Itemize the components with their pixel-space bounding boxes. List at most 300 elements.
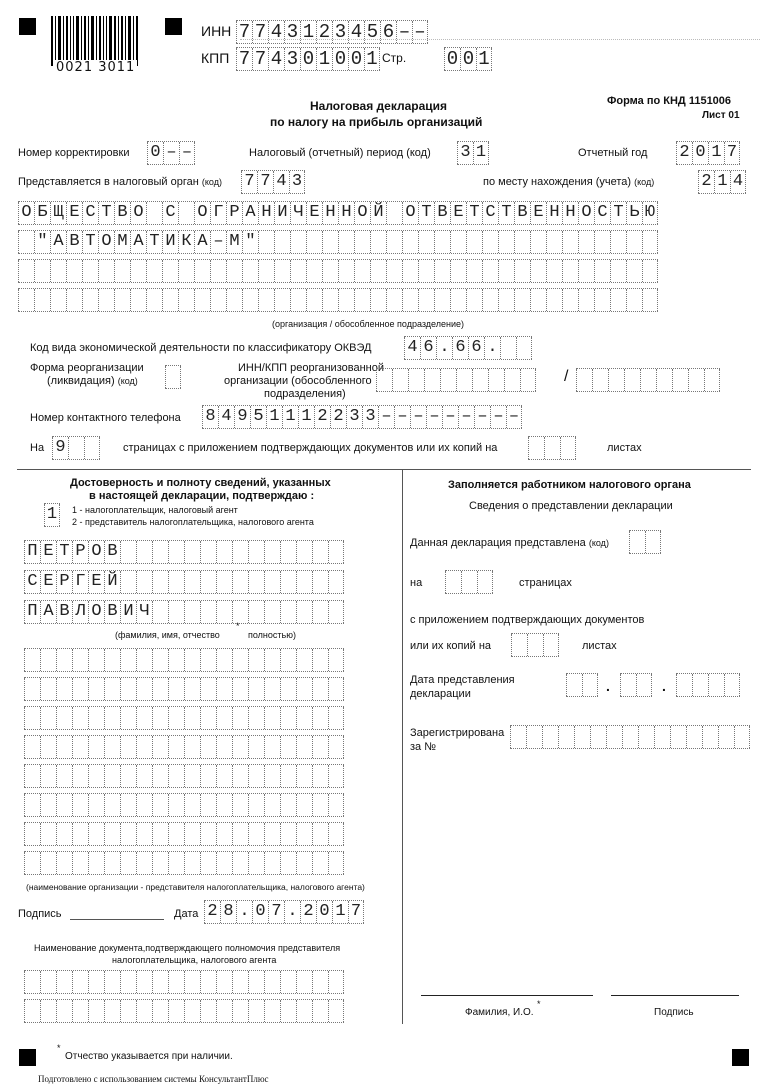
reorg-inn-label-line2: организации (обособленного — [224, 375, 372, 387]
char-cell — [178, 289, 194, 311]
char-cell — [264, 649, 280, 671]
char-cell — [370, 260, 386, 282]
authority-doc-title-line1: Наименование документа,подтверждающего полномочия представителя — [34, 943, 341, 953]
char-cell: О — [98, 231, 114, 253]
char-cell — [18, 260, 34, 282]
correction-number-field[interactable] — [147, 141, 195, 165]
corner-marker-top-center — [165, 18, 182, 35]
char-cell: 1 — [714, 171, 730, 193]
char-cell — [216, 823, 232, 845]
org-name-row-3[interactable] — [18, 259, 658, 283]
char-cell: 0 — [692, 142, 708, 164]
patronymic-field[interactable] — [24, 600, 344, 624]
attach-label: с приложением подтверждающих документов — [410, 614, 645, 626]
char-cell — [136, 971, 152, 993]
char-cell — [500, 337, 516, 359]
char-cell — [184, 765, 200, 787]
submission-month-field[interactable] — [620, 673, 652, 697]
char-cell — [562, 289, 578, 311]
char-cell — [24, 736, 40, 758]
submission-code-field[interactable] — [629, 530, 661, 554]
char-cell — [56, 1000, 72, 1022]
char-cell: Г — [72, 571, 88, 593]
char-cell — [328, 571, 344, 593]
char-cell — [280, 649, 296, 671]
char-cell — [296, 736, 312, 758]
char-cell — [216, 736, 232, 758]
char-cell — [328, 852, 344, 874]
char-cell — [402, 260, 418, 282]
official-fio-asterisk: * — [537, 999, 541, 1009]
inn-field[interactable] — [236, 20, 428, 44]
pages-middle: страницах с приложением подтверждающих документов или их копий на — [123, 442, 498, 454]
char-cell — [146, 289, 162, 311]
page-label: Стр. — [382, 51, 407, 65]
char-cell — [72, 765, 88, 787]
correction-label: Номер корректировки — [18, 147, 130, 159]
char-cell — [242, 260, 258, 282]
official-name-line[interactable] — [421, 995, 593, 996]
char-cell — [104, 765, 120, 787]
char-cell: Щ — [50, 202, 66, 224]
char-cell — [56, 765, 72, 787]
char-cell: 1 — [300, 21, 316, 43]
attachment-sheets-field[interactable] — [528, 436, 576, 460]
char-cell — [514, 289, 530, 311]
first-name-field[interactable] — [24, 570, 344, 594]
char-cell — [656, 369, 672, 391]
char-cell: Й — [370, 202, 386, 224]
char-cell: С — [162, 202, 178, 224]
char-cell — [194, 289, 210, 311]
char-cell — [328, 601, 344, 623]
char-cell — [226, 289, 242, 311]
char-cell: 3 — [284, 48, 300, 70]
char-cell: Р — [226, 202, 242, 224]
char-cell — [152, 736, 168, 758]
char-cell — [328, 765, 344, 787]
char-cell — [88, 794, 104, 816]
char-cell — [546, 231, 562, 253]
char-cell — [312, 823, 328, 845]
char-cell — [280, 765, 296, 787]
char-cell — [312, 971, 328, 993]
char-cell — [130, 260, 146, 282]
char-cell — [312, 601, 328, 623]
form-title-line1: Налоговая декларация — [310, 99, 448, 113]
char-cell — [708, 674, 724, 696]
char-cell — [418, 231, 434, 253]
char-cell — [184, 601, 200, 623]
char-cell — [104, 823, 120, 845]
char-cell — [386, 260, 402, 282]
char-cell — [194, 260, 210, 282]
char-cell: – — [163, 142, 179, 164]
char-cell — [168, 794, 184, 816]
char-cell — [306, 260, 322, 282]
surname-field[interactable] — [24, 540, 344, 564]
char-cell — [248, 678, 264, 700]
representative-row-7[interactable] — [24, 822, 344, 846]
char-cell: 9 — [234, 406, 250, 428]
char-cell — [692, 674, 708, 696]
char-cell — [386, 289, 402, 311]
char-cell: . — [484, 337, 500, 359]
inn-kpp-slash: / — [564, 368, 569, 385]
char-cell — [178, 260, 194, 282]
char-cell — [296, 541, 312, 563]
char-cell — [274, 260, 290, 282]
char-cell — [104, 707, 120, 729]
char-cell — [184, 736, 200, 758]
char-cell: 7 — [236, 48, 252, 70]
char-cell — [516, 337, 532, 359]
char-cell: Л — [72, 601, 88, 623]
char-cell — [216, 707, 232, 729]
char-cell — [216, 971, 232, 993]
char-cell: – — [378, 406, 394, 428]
char-cell — [258, 289, 274, 311]
representative-row-5[interactable] — [24, 764, 344, 788]
char-cell — [50, 289, 66, 311]
char-cell: А — [40, 601, 56, 623]
char-cell — [24, 765, 40, 787]
char-cell — [280, 571, 296, 593]
char-cell — [168, 1000, 184, 1022]
submission-year-field[interactable] — [676, 673, 740, 697]
char-cell — [40, 649, 56, 671]
char-cell: – — [396, 21, 412, 43]
char-cell — [82, 260, 98, 282]
char-cell — [104, 649, 120, 671]
char-cell — [72, 1000, 88, 1022]
office-sheets-field[interactable] — [511, 633, 559, 657]
char-cell — [408, 369, 424, 391]
char-cell: 3 — [362, 406, 378, 428]
char-cell — [40, 971, 56, 993]
org-name-row-4[interactable] — [18, 288, 658, 312]
period-code-field[interactable] — [457, 141, 489, 165]
kpp-field[interactable] — [236, 47, 380, 71]
reporting-year-field[interactable] — [676, 141, 740, 165]
char-cell — [328, 541, 344, 563]
char-cell: 4 — [273, 171, 289, 193]
char-cell — [114, 260, 130, 282]
char-cell — [136, 823, 152, 845]
char-cell — [296, 971, 312, 993]
char-cell — [232, 571, 248, 593]
char-cell: 3 — [457, 142, 473, 164]
char-cell: И — [162, 231, 178, 253]
char-cell — [434, 289, 450, 311]
representative-row-2[interactable] — [24, 677, 344, 701]
char-cell — [68, 437, 84, 459]
char-cell — [168, 823, 184, 845]
char-cell — [18, 231, 34, 253]
char-cell — [216, 852, 232, 874]
char-cell — [306, 231, 322, 253]
char-cell — [626, 231, 642, 253]
char-cell — [120, 541, 136, 563]
char-cell — [232, 601, 248, 623]
char-cell — [152, 601, 168, 623]
char-cell — [296, 707, 312, 729]
char-cell — [72, 971, 88, 993]
char-cell — [264, 736, 280, 758]
org-name-caption: (организация / обособленное подразделение) — [272, 319, 465, 329]
char-cell — [280, 736, 296, 758]
char-cell — [232, 852, 248, 874]
char-cell — [264, 571, 280, 593]
char-cell — [280, 601, 296, 623]
char-cell: 7 — [268, 901, 284, 923]
char-cell — [24, 678, 40, 700]
char-cell — [216, 794, 232, 816]
representative-row-3[interactable] — [24, 706, 344, 730]
char-cell: – — [458, 406, 474, 428]
char-cell — [72, 736, 88, 758]
char-cell: 2 — [698, 171, 714, 193]
char-cell: В — [114, 202, 130, 224]
char-cell — [511, 634, 527, 656]
char-cell — [40, 707, 56, 729]
char-cell — [82, 289, 98, 311]
char-cell: Т — [146, 231, 162, 253]
org-name-row-1[interactable] — [18, 201, 658, 225]
char-cell — [280, 707, 296, 729]
char-cell — [88, 765, 104, 787]
location-code-field[interactable] — [698, 170, 746, 194]
char-cell: Т — [610, 202, 626, 224]
representative-row-1[interactable] — [24, 648, 344, 672]
char-cell — [450, 260, 466, 282]
reorg-form-code-field[interactable] — [165, 365, 181, 389]
char-cell — [594, 289, 610, 311]
char-cell — [178, 202, 194, 224]
authority-doc-row-2[interactable] — [24, 999, 344, 1023]
char-cell — [526, 726, 542, 748]
char-cell — [40, 794, 56, 816]
header-divider-dotted — [240, 39, 760, 40]
char-cell — [402, 289, 418, 311]
char-cell — [434, 260, 450, 282]
char-cell — [216, 1000, 232, 1022]
char-cell: Н — [322, 202, 338, 224]
char-cell: В — [514, 202, 530, 224]
char-cell — [162, 289, 178, 311]
char-cell — [210, 260, 226, 282]
registration-number-field[interactable] — [510, 725, 750, 749]
char-cell: Т — [498, 202, 514, 224]
char-cell — [200, 571, 216, 593]
char-cell — [136, 649, 152, 671]
char-cell — [40, 678, 56, 700]
char-cell: С — [482, 202, 498, 224]
char-cell: 1 — [473, 142, 489, 164]
phone-label: Номер контактного телефона — [30, 412, 181, 424]
char-cell — [610, 231, 626, 253]
authority-code-note: (код) — [201, 177, 222, 187]
column-divider — [402, 469, 403, 1024]
char-cell: 7 — [252, 21, 268, 43]
char-cell — [264, 971, 280, 993]
char-cell — [72, 707, 88, 729]
char-cell — [72, 823, 88, 845]
char-cell — [574, 726, 590, 748]
char-cell — [392, 369, 408, 391]
char-cell — [702, 726, 718, 748]
representative-row-6[interactable] — [24, 793, 344, 817]
representative-row-8[interactable] — [24, 851, 344, 875]
char-cell — [560, 437, 576, 459]
char-cell: 7 — [241, 171, 257, 193]
char-cell: 2 — [314, 406, 330, 428]
char-cell: 7 — [724, 142, 740, 164]
char-cell — [514, 260, 530, 282]
char-cell — [482, 260, 498, 282]
submitted-code-note: (код) — [588, 538, 609, 548]
okved-field[interactable] — [404, 336, 532, 360]
footnote-text: Отчество указывается при наличии. — [65, 1051, 233, 1062]
char-cell — [232, 794, 248, 816]
char-cell — [354, 289, 370, 311]
pages-count-field[interactable] — [52, 436, 100, 460]
char-cell — [168, 678, 184, 700]
page-number-field[interactable] — [444, 47, 492, 71]
char-cell — [98, 260, 114, 282]
char-cell: В — [104, 601, 120, 623]
char-cell: Н — [338, 202, 354, 224]
pages-label: страницах — [519, 577, 572, 589]
char-cell: 4 — [404, 337, 420, 359]
char-cell — [88, 649, 104, 671]
char-cell: 0 — [147, 142, 163, 164]
char-cell: А — [242, 202, 258, 224]
char-cell — [546, 260, 562, 282]
char-cell — [328, 1000, 344, 1022]
char-cell: О — [88, 601, 104, 623]
char-cell: " — [242, 231, 258, 253]
char-cell — [296, 571, 312, 593]
reorg-kpp-field[interactable] — [576, 368, 720, 392]
char-cell — [184, 571, 200, 593]
char-cell — [248, 541, 264, 563]
char-cell: 4 — [218, 406, 234, 428]
char-cell: О — [194, 202, 210, 224]
char-cell — [290, 231, 306, 253]
reorg-inn-field[interactable] — [376, 368, 536, 392]
char-cell — [248, 852, 264, 874]
char-cell — [312, 736, 328, 758]
corner-marker-top-left — [19, 18, 36, 35]
char-cell — [322, 289, 338, 311]
char-cell: 7 — [252, 48, 268, 70]
representative-row-4[interactable] — [24, 735, 344, 759]
submission-day-field[interactable] — [566, 673, 598, 697]
official-signature-caption: Подпись — [654, 1007, 694, 1018]
signer-type-field[interactable] — [44, 503, 60, 527]
char-cell — [66, 289, 82, 311]
char-cell — [232, 541, 248, 563]
char-cell: А — [130, 231, 146, 253]
char-cell — [328, 971, 344, 993]
tax-authority-code-field[interactable] — [241, 170, 305, 194]
char-cell — [226, 260, 242, 282]
char-cell — [530, 231, 546, 253]
char-cell — [672, 369, 688, 391]
char-cell — [296, 678, 312, 700]
char-cell: Н — [258, 202, 274, 224]
char-cell: 7 — [236, 21, 252, 43]
char-cell: О — [578, 202, 594, 224]
char-cell — [264, 707, 280, 729]
char-cell — [104, 852, 120, 874]
char-cell — [184, 794, 200, 816]
char-cell — [120, 649, 136, 671]
pages-suffix: листах — [607, 442, 642, 454]
fio-asterisk: * — [236, 621, 240, 631]
char-cell — [354, 260, 370, 282]
submitted-label — [410, 537, 609, 550]
char-cell — [40, 736, 56, 758]
char-cell — [328, 736, 344, 758]
char-cell — [248, 1000, 264, 1022]
signature-date-field[interactable] — [204, 900, 364, 924]
char-cell — [120, 678, 136, 700]
char-cell — [84, 437, 100, 459]
char-cell — [104, 971, 120, 993]
char-cell — [136, 765, 152, 787]
char-cell — [152, 852, 168, 874]
char-cell — [280, 794, 296, 816]
char-cell — [610, 260, 626, 282]
char-cell — [136, 852, 152, 874]
signature-line[interactable] — [70, 919, 164, 920]
char-cell — [120, 707, 136, 729]
copies-label: или их копий на — [410, 640, 492, 652]
office-pages-field[interactable] — [445, 570, 493, 594]
char-cell — [528, 437, 544, 459]
char-cell: 2 — [676, 142, 692, 164]
period-label: Налоговый (отчетный) период (код) — [249, 147, 431, 159]
tax-office-title: Заполняется работником налогового органа — [448, 479, 691, 491]
char-cell — [312, 649, 328, 671]
char-cell: Н — [562, 202, 578, 224]
signature-label: Подпись — [18, 908, 62, 920]
submitted-label-text: Данная декларация представлена — [410, 537, 586, 549]
char-cell — [488, 369, 504, 391]
char-cell — [594, 231, 610, 253]
org-name-row-2[interactable] — [18, 230, 658, 254]
char-cell — [56, 971, 72, 993]
char-cell — [168, 649, 184, 671]
authority-doc-row-1[interactable] — [24, 970, 344, 994]
char-cell — [184, 823, 200, 845]
phone-field[interactable] — [202, 405, 522, 429]
char-cell: Т — [98, 202, 114, 224]
official-signature-line[interactable] — [611, 995, 739, 996]
char-cell — [290, 260, 306, 282]
char-cell — [306, 289, 322, 311]
char-cell — [472, 369, 488, 391]
char-cell — [56, 794, 72, 816]
char-cell — [312, 541, 328, 563]
char-cell: Т — [56, 541, 72, 563]
date-dot-2: . — [662, 678, 666, 694]
char-cell: Ч — [290, 202, 306, 224]
char-cell: – — [426, 406, 442, 428]
char-cell — [184, 1000, 200, 1022]
